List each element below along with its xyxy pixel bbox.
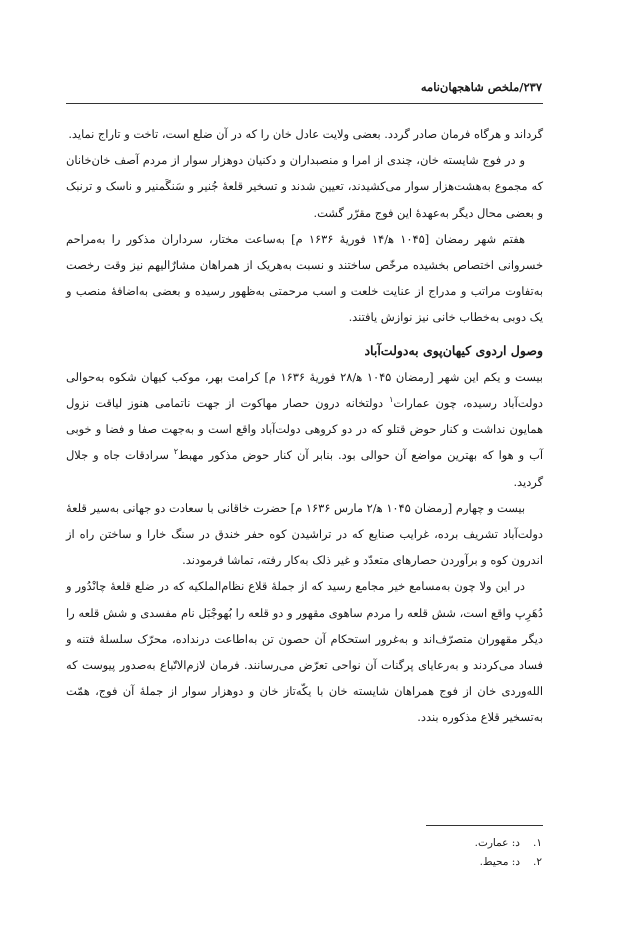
footnote-ref-2: ۲ bbox=[173, 447, 179, 457]
running-header: ۲۳۷/ملخص شاهجهان‌نامه bbox=[420, 80, 542, 94]
paragraph-5: بیست و چهارم [رمضان ۱۰۴۵ ه‍/۲ مارس ۱۶۳۶ م] حضرت خاقانی با سعادت دو جهانی به‌سیر قلعهٔ دولت‌آباد تشریف برده، غرایب صنایع که در تراشیدن کوه حفر خندق در سنگ خارا و ساختن راه از اندرون کوه و برآوردن حصارهای متعدّد و غیر ذلک به‌کار رفته، تماشا فرمودند. bbox=[66, 500, 543, 568]
footnote-ref-1: ۱ bbox=[389, 395, 394, 405]
footnote-2 bbox=[66, 853, 542, 872]
footnote-number: ۲. bbox=[533, 856, 542, 868]
footnotes bbox=[66, 834, 542, 872]
paragraph-4-part-c: سرادقات جاه و جلال گردید. bbox=[66, 448, 543, 489]
footnote-text: د: محیط. bbox=[479, 856, 520, 868]
paragraph-4 bbox=[66, 364, 543, 495]
paragraph-2: و در فوج شایسته خان، چندی از امرا و منصبداران و دکنیان دوهزار سوار از مردم آصف خان‌خانان که مجموع به‌هشت‌هزار سوار می‌کشیدند، تعیین شدند و تسخیر قلعهٔ جُنیر و سَنگَمنیر و ناسک و ترنبک و بعضی محال دیگر به‌عهدهٔ این فوج مقرّر گشت. bbox=[66, 153, 543, 220]
paragraph-4-part-a: بیست و یکم این شهر [رمضان ۱۰۴۵ ه‍/۲۸ فوریهٔ ۱۶۳۶ م] کرامت بهر، موکب کیهان شکوه به‌حوالی دولت‌آباد رسیده، چون عمارات bbox=[66, 369, 543, 411]
paragraph-4-part-b: دولتخانه درون حصار مهاکوت از جهت ناتمامی هنوز لیاقت نزول همایون نداشت و کنار حوض قتلو که در دو کروهی دولت‌آباد واقع است و به‌جهت صفا و فضا و خوبی آب و هوا که بهترین مواضع آن حوالی بود. بنابر آن کنار حوض مذکور مهبط bbox=[66, 396, 543, 463]
paragraph-6: در این ولا چون به‌مسامع خیر مجامع رسید که از جملهٔ قلاع نظام‌الملکیه که در ضلع قلعهٔ چانْدُور و دُهَرِپ واقع است، شش قلعه را مردم ساهوی مقهور و دو قلعه را بُهوجْبَل نام مفسدی و شش قلعه را دیگر مقهوران متصرّف‌اند و به‌غرور استحکام آن حصون تن به‌اطاعت درنداده، محرّک سلسلهٔ فتنه و فساد می‌کردند و به‌رعایای پرگنات آن نواحی تعرّض می‌رسانند. فرمان لازم‌الاتّباع به‌صدور پیوست که الله‌وردی خان از فوج همراهان شایسته خان با یکّه‌تاز خان و دوهزار سوار از جملهٔ آن فوج، همّت به‌تسخیر قلاع مذکوره بندد. bbox=[66, 579, 543, 725]
footnote-text: د: عمارت. bbox=[474, 837, 520, 849]
paragraph-3: هفتم شهر رمضان [۱۰۴۵ ه‍/۱۴ فوریهٔ ۱۶۳۶ م] به‌ساعت مختار، سرداران مذکور را به‌مراحم خسروانی اختصاص بخشیده مرخّص ساختند و نسبت به‌هریک از همراهان مشارٌالیهم نیز وقت رخصت به‌تفاوت مراتب و مدراج از عنایت خلعت و اسب مرحمتی به‌ظهور رسیده و بعضی به‌اضافهٔ منصب و یک دوبی به‌خطاب خانی نیز نوازش یافتند. bbox=[66, 231, 543, 325]
section-heading: وصول اردوی کیهان‌پوی به‌دولت‌آباد bbox=[364, 342, 543, 358]
footnote-number: ۱. bbox=[533, 837, 542, 849]
footnote-1 bbox=[66, 834, 542, 853]
header-rule bbox=[66, 103, 543, 104]
main-text bbox=[66, 121, 543, 731]
footnote-rule bbox=[426, 825, 543, 826]
paragraph-1: گرداند و هرگاه فرمان صادر گردد. بعضی ولایت عادل خان را که در آن ضلع است، تاخت و تاراج نماید. bbox=[68, 127, 543, 141]
